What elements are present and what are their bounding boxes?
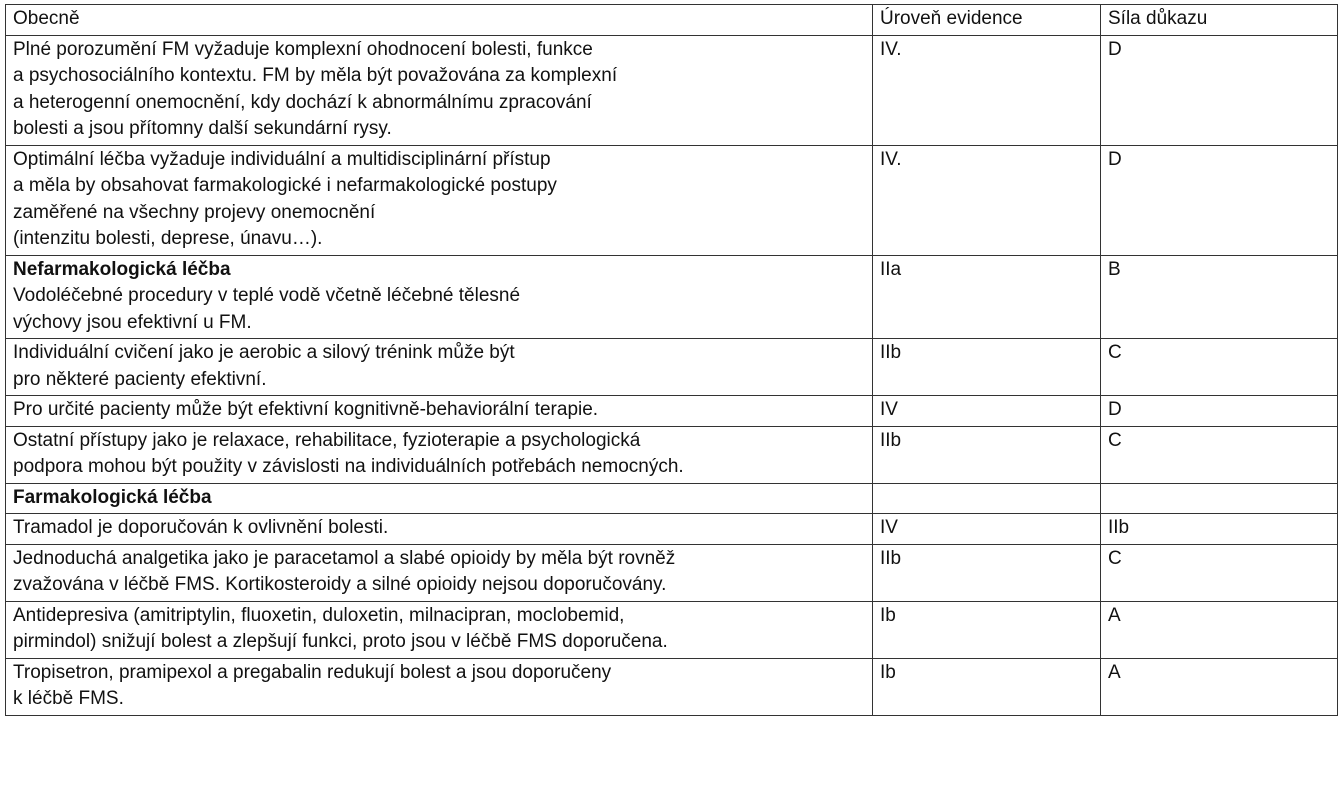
recommendation-line: Plné porozumění FM vyžaduje komplexní ohodnocení bolesti, funkce: [13, 38, 593, 60]
strength-cell: C: [1101, 339, 1338, 396]
table-row: [6, 483, 1338, 514]
table-row: [6, 514, 1338, 545]
evidence-level-cell: IIb: [873, 426, 1101, 483]
evidence-level-cell: [873, 483, 1101, 514]
recommendation-line: zaměřené na všechny projevy onemocnění: [13, 201, 376, 223]
strength-cell: A: [1101, 658, 1338, 715]
strength-cell: D: [1101, 35, 1338, 145]
table-row: [6, 601, 1338, 658]
evidence-level-cell: IV.: [873, 145, 1101, 255]
section-heading-pharmacological: Farmakologická léčba: [13, 486, 212, 508]
recommendation-line: a psychosociálního kontextu. FM by měla být považována za komplexní: [13, 65, 618, 86]
recommendation-line: bolesti a jsou přítomny další sekundární rysy.: [13, 118, 392, 139]
header-row: [6, 5, 1338, 36]
recommendation-line: a heterogenní onemocnění, kdy dochází k abnormálnímu zpracování: [13, 91, 592, 113]
header-evidence-level: Úroveň evidence: [873, 5, 1101, 36]
strength-cell: C: [1101, 544, 1338, 601]
strength-cell: D: [1101, 145, 1338, 255]
table-header: [6, 5, 1338, 36]
strength-cell: IIb: [1101, 514, 1338, 545]
evidence-level-cell: IIb: [873, 544, 1101, 601]
strength-cell: D: [1101, 396, 1338, 427]
evidence-level-cell: IIa: [873, 255, 1101, 339]
recommendation-line: podpora mohou být použity v závislosti na individuálních potřebách nemocných.: [13, 456, 684, 477]
recommendation-line: Tramadol je doporučován k ovlivnění bolesti.: [13, 517, 389, 538]
recommendation-line: pirmindol) snižují bolest a zlepšují funkci, proto jsou v léčbě FMS doporučena.: [13, 631, 668, 652]
recommendation-line: a měla by obsahovat farmakologické i nefarmakologické postupy: [13, 175, 557, 196]
header-general: Obecně: [6, 5, 873, 36]
recommendation-cell: [6, 145, 873, 255]
recommendation-cell: [6, 483, 873, 514]
strength-cell: [1101, 483, 1338, 514]
evidence-level-cell: IV: [873, 514, 1101, 545]
recommendation-line: Ostatní přístupy jako je relaxace, rehabilitace, fyzioterapie a psychologická: [13, 429, 641, 451]
recommendation-line: (intenzitu bolesti, deprese, únavu…).: [13, 228, 323, 249]
recommendation-line: Optimální léčba vyžaduje individuální a multidisciplinární přístup: [13, 148, 551, 170]
evidence-level-cell: IIb: [873, 339, 1101, 396]
recommendation-cell: [6, 426, 873, 483]
recommendation-line: Vodoléčebné procedury v teplé vodě včetně léčebné tělesné: [13, 285, 521, 306]
table-row: [6, 396, 1338, 427]
recommendation-line: Jednoduchá analgetika jako je paracetamol a slabé opioidy by měla být rovněž: [13, 547, 676, 569]
recommendation-line: zvažována v léčbě FMS. Kortikosteroidy a silné opioidy nejsou doporučovány.: [13, 574, 667, 595]
table-row: [6, 255, 1338, 339]
recommendation-cell: [6, 658, 873, 715]
strength-cell: A: [1101, 601, 1338, 658]
recommendation-cell: [6, 514, 873, 545]
header-strength: Síla důkazu: [1101, 5, 1338, 36]
evidence-level-cell: Ib: [873, 658, 1101, 715]
recommendation-line: Individuální cvičení jako je aerobic a silový trénink může být: [13, 342, 515, 363]
strength-cell: B: [1101, 255, 1338, 339]
table-row: [6, 145, 1338, 255]
table-row: [6, 544, 1338, 601]
recommendation-line: Pro určité pacienty může být efektivní kognitivně-behaviorální terapie.: [13, 399, 599, 420]
recommendation-line: pro některé pacienty efektivní.: [13, 368, 267, 390]
recommendation-line: k léčbě FMS.: [13, 688, 124, 709]
recommendation-cell: [6, 601, 873, 658]
recommendation-cell: [6, 255, 873, 339]
recommendation-line: Antidepresiva (amitriptylin, fluoxetin, duloxetin, milnacipran, moclobemid,: [13, 604, 625, 626]
table-row: [6, 339, 1338, 396]
recommendation-line: Tropisetron, pramipexol a pregabalin redukují bolest a jsou doporučeny: [13, 661, 612, 683]
table-row: [6, 35, 1338, 145]
table-row: [6, 426, 1338, 483]
table-row: [6, 658, 1338, 715]
evidence-level-cell: Ib: [873, 601, 1101, 658]
evidence-table: [5, 4, 1338, 716]
strength-cell: C: [1101, 426, 1338, 483]
evidence-level-cell: IV.: [873, 35, 1101, 145]
evidence-level-cell: IV: [873, 396, 1101, 427]
recommendation-cell: [6, 339, 873, 396]
recommendation-line: výchovy jsou efektivní u FM.: [13, 311, 252, 333]
recommendation-cell: [6, 396, 873, 427]
recommendation-cell: [6, 544, 873, 601]
recommendation-cell: [6, 35, 873, 145]
section-heading-nonpharmacological: Nefarmakologická léčba: [13, 258, 231, 280]
